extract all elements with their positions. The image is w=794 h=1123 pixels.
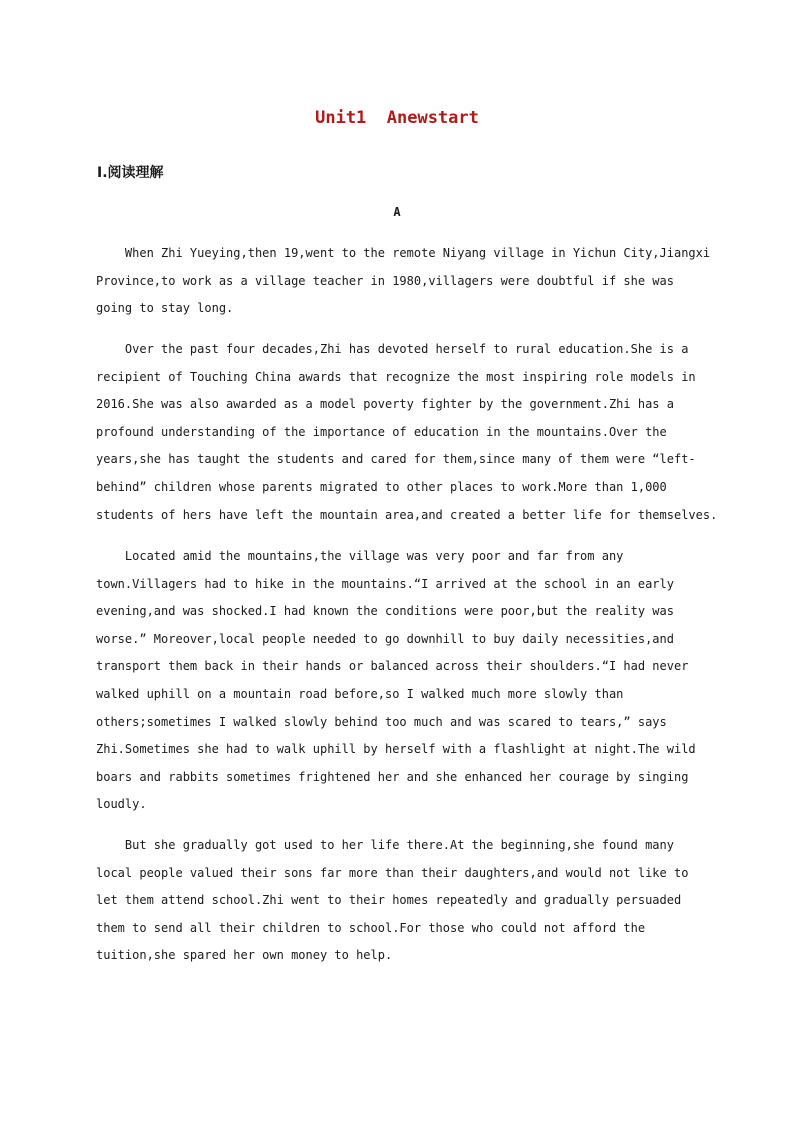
- passage-label: A: [393, 205, 401, 219]
- section-heading: Ⅰ.阅读理解: [97, 165, 164, 181]
- text-line: going to stay long.: [96, 301, 234, 316]
- paragraph-2: [96, 336, 716, 529]
- text-line: walked uphill on a mountain road before,so I walked much more slowly than: [96, 686, 624, 701]
- text-line: town.Villagers had to hike in the mountains.“I arrived at the school in an early: [96, 576, 674, 591]
- text-line: behind” children whose parents migrated to other places to work.More than 1,000: [96, 479, 667, 494]
- text-line: Zhi.Sometimes she had to walk uphill by herself with a flashlight at night.The wild: [96, 742, 696, 757]
- text-line: But she gradually got used to her life there.At the beginning,she found many: [96, 838, 674, 852]
- text-line: Located amid the mountains,the village was very poor and far from any: [96, 549, 624, 563]
- text-line: recipient of Touching China awards that recognize the most inspiring role models in: [96, 369, 696, 384]
- text-line: loudly.: [96, 797, 147, 812]
- text-line: years,she has taught the students and cared for them,since many of them were “left-: [96, 452, 696, 467]
- text-line: 2016.She was also awarded as a model poverty fighter by the government.Zhi has a: [96, 397, 674, 412]
- unit-title: Unit1 Anewstart: [315, 108, 479, 128]
- text-line: When Zhi Yueying,then 19,went to the remote Niyang village in Yichun City,Jiangxi: [96, 246, 711, 260]
- text-line: worse.” Moreover,local people needed to go downhill to buy daily necessities,and: [96, 631, 674, 646]
- paragraph-3: [96, 543, 716, 819]
- text-line: let them attend school.Zhi went to their homes repeatedly and gradually persuaded: [96, 893, 682, 908]
- text-line: local people valued their sons far more than their daughters,and would not like to: [96, 865, 689, 880]
- text-line: them to send all their children to school.For those who could not afford the: [96, 920, 646, 935]
- text-line: transport them back in their hands or balanced across their shoulders.“I had never: [96, 659, 689, 674]
- text-line: boars and rabbits sometimes frightened her and she enhanced her courage by singing: [96, 769, 689, 784]
- paragraph-4: [96, 832, 716, 970]
- text-line: tuition,she spared her own money to help.: [96, 948, 393, 963]
- text-line: others;sometimes I walked slowly behind too much and was scared to tears,” says: [96, 714, 667, 729]
- text-line: profound understanding of the importance of education in the mountains.Over the: [96, 424, 667, 439]
- text-line: Province,to work as a village teacher in 1980,villagers were doubtful if she was: [96, 273, 674, 288]
- text-line: Over the past four decades,Zhi has devoted herself to rural education.She is a: [96, 342, 689, 356]
- text-line: students of hers have left the mountain area,and created a better life for themselves.: [96, 507, 718, 522]
- paragraph-1: [96, 240, 716, 323]
- text-line: evening,and was shocked.I had known the conditions were poor,but the reality was: [96, 604, 674, 619]
